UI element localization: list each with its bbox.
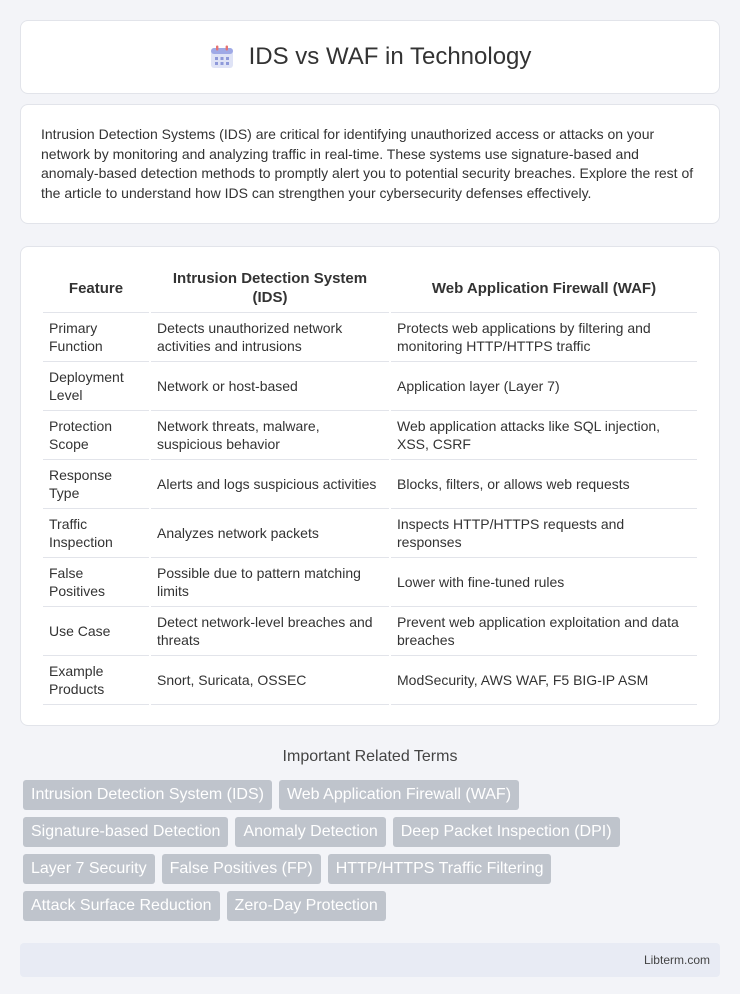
ids-cell: Network or host-based: [151, 362, 389, 411]
calendar-icon: [209, 44, 235, 70]
intro-text: Intrusion Detection Systems (IDS) are critical for identifying unauthorized access or attacks on your network by monitoring and analyzing traffic in real-time. These systems use signature-based and anomaly-based detection methods to promptly alert you to potential security breaches. Explore the rest of the article to understand how IDS can strengthen your cybersecurity defenses effectively.: [41, 126, 694, 201]
footer-site-link[interactable]: Libterm.com: [643, 953, 710, 967]
term-tag[interactable]: Layer 7 Security: [23, 854, 155, 884]
term-tag[interactable]: Zero-Day Protection: [227, 891, 386, 921]
table-row: [43, 509, 697, 558]
ids-cell: Alerts and logs suspicious activities: [151, 460, 389, 509]
waf-cell: ModSecurity, AWS WAF, F5 BIG-IP ASM: [391, 656, 697, 705]
header-ids: Intrusion Detection System (IDS): [151, 267, 389, 313]
term-tag[interactable]: HTTP/HTTPS Traffic Filtering: [328, 854, 552, 884]
ids-cell: Detects unauthorized network activities and intrusions: [151, 313, 389, 362]
table-header-row: [43, 267, 697, 313]
related-terms-title: Important Related Terms: [282, 748, 458, 765]
waf-cell: Application layer (Layer 7): [391, 362, 697, 411]
feature-cell: Traffic Inspection: [43, 509, 149, 558]
table-row: [43, 460, 697, 509]
feature-cell: Response Type: [43, 460, 149, 509]
feature-cell: False Positives: [43, 558, 149, 607]
table-row: [43, 558, 697, 607]
header-card: [20, 20, 720, 94]
ids-cell: Snort, Suricata, OSSEC: [151, 656, 389, 705]
table-row: [43, 411, 697, 460]
term-tag[interactable]: False Positives (FP): [162, 854, 321, 884]
waf-cell: Web application attacks like SQL injection, XSS, CSRF: [391, 411, 697, 460]
table-row: [43, 656, 697, 705]
ids-cell: Analyzes network packets: [151, 509, 389, 558]
term-tag[interactable]: Anomaly Detection: [235, 817, 385, 847]
page-title: IDS vs WAF in Technology: [248, 43, 532, 70]
feature-cell: Primary Function: [43, 313, 149, 362]
ids-cell: Network threats, malware, suspicious behavior: [151, 411, 389, 460]
comparison-table: [41, 267, 699, 705]
waf-cell: Inspects HTTP/HTTPS requests and responses: [391, 509, 697, 558]
ids-cell: Possible due to pattern matching limits: [151, 558, 389, 607]
table-row: [43, 362, 697, 411]
header-feature: Feature: [43, 267, 149, 313]
feature-cell: Use Case: [43, 607, 149, 656]
waf-cell: Lower with fine-tuned rules: [391, 558, 697, 607]
term-tag[interactable]: Signature-based Detection: [23, 817, 228, 847]
feature-cell: Protection Scope: [43, 411, 149, 460]
term-tag[interactable]: Intrusion Detection System (IDS): [23, 780, 272, 810]
term-tag[interactable]: Deep Packet Inspection (DPI): [393, 817, 620, 847]
comparison-table-card: [20, 246, 720, 726]
table-row: [43, 607, 697, 656]
waf-cell: Prevent web application exploitation and data breaches: [391, 607, 697, 656]
footer: [20, 943, 720, 977]
ids-cell: Detect network-level breaches and threats: [151, 607, 389, 656]
feature-cell: Deployment Level: [43, 362, 149, 411]
waf-cell: Blocks, filters, or allows web requests: [391, 460, 697, 509]
waf-cell: Protects web applications by filtering and monitoring HTTP/HTTPS traffic: [391, 313, 697, 362]
header-waf: Web Application Firewall (WAF): [391, 267, 697, 313]
related-terms-list: [23, 780, 720, 921]
term-tag[interactable]: Web Application Firewall (WAF): [279, 780, 519, 810]
feature-cell: Example Products: [43, 656, 149, 705]
term-tag[interactable]: Attack Surface Reduction: [23, 891, 220, 921]
table-row: [43, 313, 697, 362]
intro-card: [20, 104, 720, 224]
